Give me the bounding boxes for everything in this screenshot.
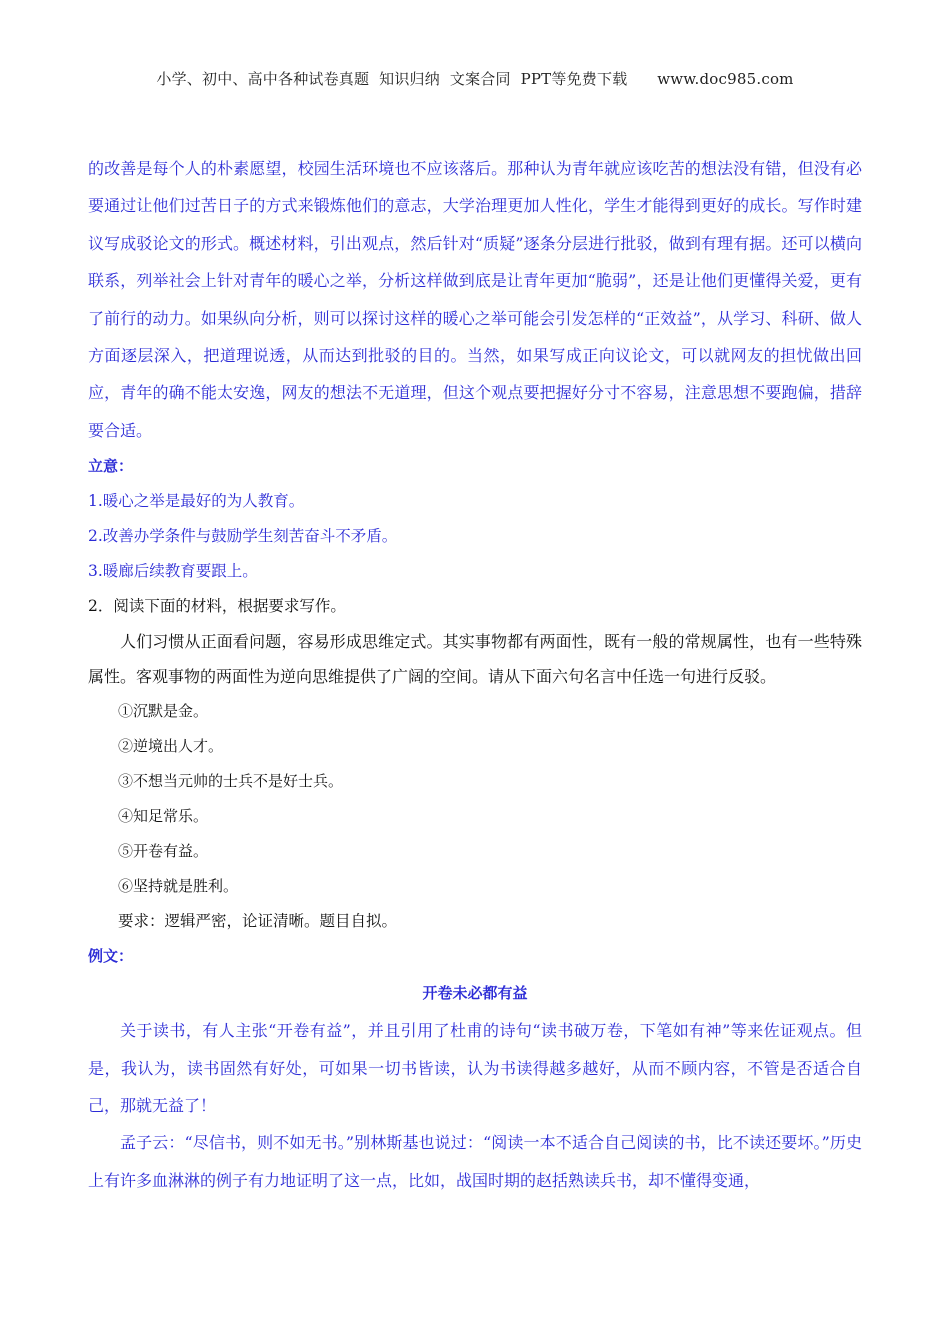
document-body	[88, 150, 862, 1199]
liyi-point-3: 3.暖廊后续教育要跟上。	[88, 562, 258, 581]
question-material: 人们习惯从正面看问题，容易形成思维定式。其实事物都有两面性，既有一般的常规属性，也有一些特殊属性。客观事物的两面性为逆向思维提供了广阔的空间。请从下面六句名言中任选一句进行反驳。	[88, 632, 862, 687]
example-title: 开卷未必都有益	[422, 984, 528, 1003]
analysis-paragraph: 的改善是每个人的朴素愿望，校园生活环境也不应该落后。那种认为青年就应该吃苦的想法没有错，但没有必要通过让他们过苦日子的方式来锻炼他们的意志，大学治理更加人性化，学生才能得到更好的成长。写作时建议写成驳论文的形式。概述材料，引出观点，然后针对“质疑”逐条分层进行批驳，做到有理有据。还可以横向联系，列举社会上针对青年的暖心之举，分析这样做到底是让青年更加“脆弱”，还是让他们更懂得关爱，更有了前行的动力。如果纵向分析，则可以探讨这样的暖心之举可能会引发怎样的“正效益”，从学习、科研、做人方面逐层深入，把道理说透，从而达到批驳的目的。当然，如果写成正向议论文，可以就网友的担忧做出回应，青年的确不能太安逸，网友的想法不无道理，但这个观点要把握好分寸不容易，注意思想不要跑偏，措辞要合适。	[88, 159, 862, 440]
example-heading: 例文：	[88, 947, 134, 966]
page-header: 小学、初中、高中各种试卷真题 知识归纳 文案合同 PPT等免费下载 www.doc985.com	[156, 70, 794, 88]
quote-item: ④知足常乐。	[118, 807, 209, 826]
liyi-heading: 立意：	[88, 457, 134, 476]
example-paragraph-2: 孟子云：“尽信书，则不如无书。”别林斯基也说过：“阅读一本不适合自己阅读的书，比不读还要坏。”历史上有许多血淋淋的例子有力地证明了这一点，比如，战国时期的赵括熟读兵书，却不懂得变通，	[88, 1133, 862, 1190]
question-requirement: 要求：逻辑严密，论证清晰。题目自拟。	[118, 912, 398, 931]
quote-item: ⑤开卷有益。	[118, 842, 209, 861]
liyi-point-2: 2.改善办学条件与鼓励学生刻苦奋斗不矛盾。	[88, 527, 398, 546]
quote-item: ⑥坚持就是胜利。	[118, 877, 239, 896]
example-paragraph-1: 关于读书，有人主张“开卷有益”，并且引用了杜甫的诗句“读书破万卷，下笔如有神”等来佐证观点。但是，我认为，读书固然有好处，可如果一切书皆读，认为书读得越多越好，从而不顾内容，不管是否适合自己，那就无益了！	[88, 1021, 862, 1116]
quote-item: ③不想当元帅的士兵不是好士兵。	[118, 772, 344, 791]
quote-item: ①沉默是金。	[118, 702, 209, 721]
question-number-line: 2．阅读下面的材料，根据要求写作。	[88, 597, 346, 616]
liyi-point-1: 1.暖心之举是最好的为人教育。	[88, 492, 305, 511]
quote-item: ②逆境出人才。	[118, 737, 224, 756]
